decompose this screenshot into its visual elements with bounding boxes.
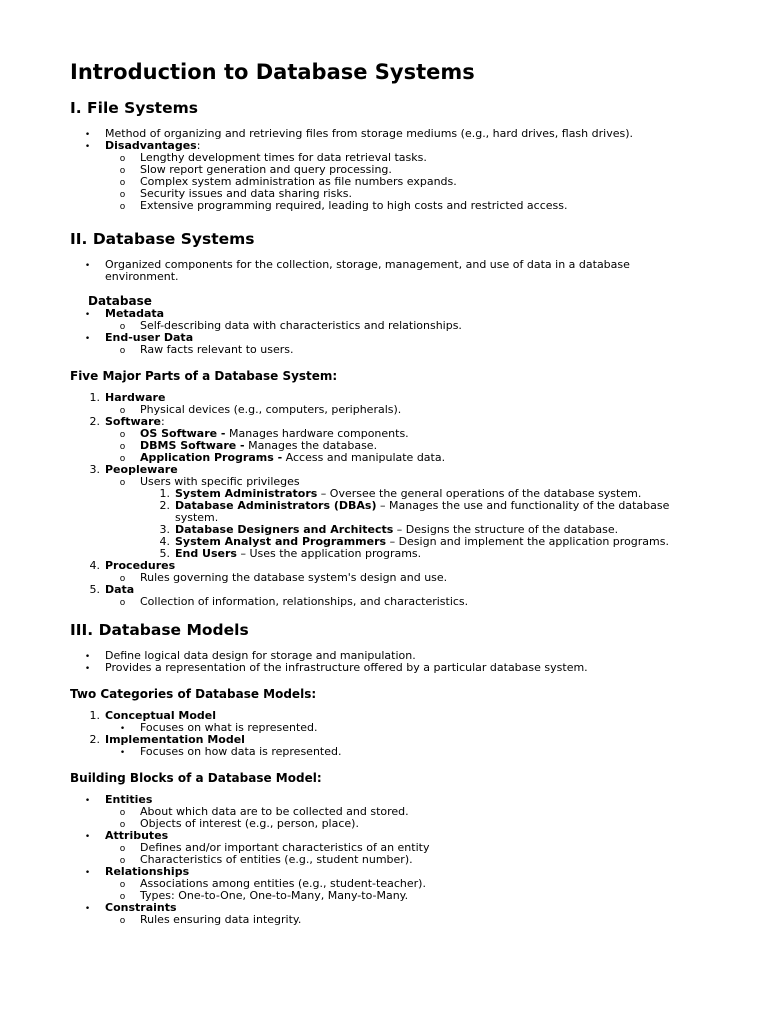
two-categories-heading: Two Categories of Database Models:	[70, 687, 317, 701]
implementation-sublist	[105, 746, 698, 758]
list-item	[70, 662, 698, 674]
list-item	[70, 584, 698, 608]
circle-bullet-icon	[105, 476, 140, 489]
application-programs-label: Application Programs -	[140, 451, 283, 464]
database-subheading: Database	[88, 294, 152, 308]
system-administrators-label: System Administrators	[175, 487, 318, 500]
user-roles-list	[140, 488, 698, 560]
procedures-sublist	[105, 572, 698, 584]
list-item-text: Focuses on how data is represented.	[140, 745, 342, 758]
building-blocks-list	[70, 794, 698, 926]
list-item	[105, 320, 698, 332]
colon: :	[161, 415, 165, 428]
peopleware-label: Peopleware	[105, 463, 178, 476]
list-number: 1.	[89, 391, 100, 404]
bullet-icon	[70, 830, 105, 843]
list-item-text: Collection of information, relationships, and characteristics.	[140, 595, 469, 608]
list-item-text: – Oversee the general operations of the database system.	[317, 487, 642, 500]
list-item-text: Slow report generation and query processing.	[140, 163, 392, 176]
data-sublist	[105, 596, 698, 608]
list-item	[140, 500, 698, 524]
list-item	[105, 746, 698, 758]
list-item-text: Users with specific privileges	[140, 475, 300, 488]
list-item	[70, 416, 698, 464]
file-systems-list	[70, 128, 698, 212]
circle-bullet-icon	[105, 344, 140, 357]
implementation-model-label: Implementation Model	[105, 733, 245, 746]
end-user-data-label: End-user Data	[105, 331, 194, 344]
list-item-text: Lengthy development times for data retrieval tasks.	[140, 151, 427, 164]
list-item-text: Complex system administration as file numbers expands.	[140, 175, 457, 188]
disadvantages-list	[105, 152, 698, 212]
attributes-sublist	[105, 842, 698, 866]
list-item	[70, 332, 698, 356]
list-item-text: – Manages the use and functionality of the database system.	[175, 499, 670, 524]
two-categories-list	[70, 710, 698, 758]
dbms-software-label: DBMS Software -	[140, 439, 245, 452]
building-blocks-heading: Building Blocks of a Database Model:	[70, 771, 322, 785]
list-item	[140, 548, 698, 560]
end-users-label: End Users	[175, 547, 237, 560]
data-label: Data	[105, 583, 135, 596]
bullet-icon	[70, 332, 105, 345]
list-item-text: Types: One-to-One, One-to-Many, Many-to-Many.	[140, 889, 409, 902]
os-software-label: OS Software -	[140, 427, 226, 440]
procedures-label: Procedures	[105, 559, 176, 572]
list-item	[105, 344, 698, 356]
circle-bullet-icon	[105, 596, 140, 609]
constraints-sublist	[105, 914, 698, 926]
analysts-label: System Analyst and Programmers	[175, 535, 387, 548]
section-file-systems-heading: I. File Systems	[70, 99, 198, 117]
list-item-text: – Designs the structure of the database.	[393, 523, 619, 536]
list-item	[70, 794, 698, 830]
list-item-text: Associations among entities (e.g., student-teacher).	[140, 877, 426, 890]
list-item-text: Provides a representation of the infrastructure offered by a particular database system.	[105, 661, 588, 674]
list-item	[105, 818, 698, 830]
metadata-sublist	[105, 320, 698, 332]
entities-sublist	[105, 806, 698, 830]
bullet-icon	[70, 902, 105, 915]
constraints-label: Constraints	[105, 901, 177, 914]
relationships-label: Relationships	[105, 865, 190, 878]
list-item	[70, 830, 698, 866]
designers-label: Database Designers and Architects	[175, 523, 394, 536]
list-item	[70, 308, 698, 332]
list-item-text: Rules governing the database system's design and use.	[140, 571, 448, 584]
list-item	[70, 259, 698, 283]
list-item-text: Manages hardware components.	[225, 427, 409, 440]
software-label: Software	[105, 415, 161, 428]
list-item	[105, 596, 698, 608]
database-list	[70, 308, 698, 356]
database-models-list	[70, 650, 698, 674]
list-item-text: Raw facts relevant to users.	[140, 343, 294, 356]
list-item-text: Extensive programming required, leading to high costs and restricted access.	[140, 199, 568, 212]
bullet-icon	[70, 866, 105, 879]
section-database-systems-heading: II. Database Systems	[70, 230, 255, 248]
five-parts-list	[70, 392, 698, 608]
list-item-text: Manages the database.	[244, 439, 378, 452]
bullet-icon	[70, 308, 105, 321]
bullet-icon	[70, 794, 105, 807]
list-item-text: Defines and/or important characteristics of an entity	[140, 841, 430, 854]
list-item-text: Organized components for the collection, storage, management, and use of data in a database environment.	[105, 258, 630, 283]
list-item	[105, 914, 698, 926]
software-sublist	[105, 428, 698, 464]
list-item-text: Rules ensuring data integrity.	[140, 913, 302, 926]
list-item	[70, 902, 698, 926]
database-systems-list	[70, 259, 698, 283]
list-item-text: Objects of interest (e.g., person, place).	[140, 817, 359, 830]
list-item-text: Physical devices (e.g., computers, peripherals).	[140, 403, 402, 416]
dba-label: Database Administrators (DBAs)	[175, 499, 377, 512]
list-item	[105, 452, 698, 464]
list-item	[105, 854, 698, 866]
five-parts-heading: Five Major Parts of a Database System:	[70, 369, 338, 383]
list-item	[70, 734, 698, 758]
list-item	[70, 866, 698, 902]
list-item-text: Security issues and data sharing risks.	[140, 187, 352, 200]
metadata-label: Metadata	[105, 307, 165, 320]
list-item-text: Characteristics of entities (e.g., student number).	[140, 853, 413, 866]
bullet-icon	[105, 746, 140, 759]
list-item	[105, 572, 698, 584]
list-item	[70, 140, 698, 212]
colon: :	[196, 139, 201, 152]
attributes-label: Attributes	[105, 829, 169, 842]
list-number: 2.	[159, 499, 170, 512]
list-item-text: Self-describing data with characteristics and relationships.	[140, 319, 462, 332]
page-title: Introduction to Database Systems	[70, 60, 475, 84]
peopleware-sublist	[105, 476, 698, 560]
list-number: 3.	[89, 463, 100, 476]
bullet-icon	[70, 140, 105, 153]
bullet-icon	[70, 259, 105, 272]
hardware-sublist	[105, 404, 698, 416]
list-item	[70, 710, 698, 734]
list-item-text: – Uses the application programs.	[236, 547, 422, 560]
entities-label: Entities	[105, 793, 153, 806]
list-number: 3.	[159, 523, 170, 536]
list-item	[70, 560, 698, 584]
bullet-icon	[70, 662, 105, 675]
circle-bullet-icon	[105, 914, 140, 927]
conceptual-model-label: Conceptual Model	[105, 709, 217, 722]
list-item-text: Access and manipulate data.	[282, 451, 446, 464]
list-item	[70, 392, 698, 416]
end-user-data-sublist	[105, 344, 698, 356]
list-item	[70, 464, 698, 560]
circle-bullet-icon	[105, 200, 140, 213]
list-item-text: Define logical data design for storage and manipulation.	[105, 649, 416, 662]
list-number: 1.	[159, 487, 170, 500]
section-database-models-heading: III. Database Models	[70, 621, 249, 639]
list-item-text: Focuses on what is represented.	[140, 721, 318, 734]
list-item	[105, 404, 698, 416]
list-number: 2.	[89, 415, 100, 428]
list-number: 5.	[89, 583, 100, 596]
list-item	[105, 200, 698, 212]
list-number: 2.	[89, 733, 100, 746]
list-item-text: – Design and implement the application programs.	[386, 535, 669, 548]
list-number: 1.	[89, 709, 100, 722]
list-item	[105, 890, 698, 902]
disadvantages-label: Disadvantages	[105, 139, 197, 152]
list-number: 5.	[159, 547, 170, 560]
list-number: 4.	[89, 559, 100, 572]
list-number: 4.	[159, 535, 170, 548]
list-item-text: About which data are to be collected and stored.	[140, 805, 409, 818]
list-item	[105, 476, 698, 560]
list-item-text: Method of organizing and retrieving files from storage mediums (e.g., hard drives, flash drives).	[105, 127, 633, 140]
relationships-sublist	[105, 878, 698, 902]
hardware-label: Hardware	[105, 391, 166, 404]
